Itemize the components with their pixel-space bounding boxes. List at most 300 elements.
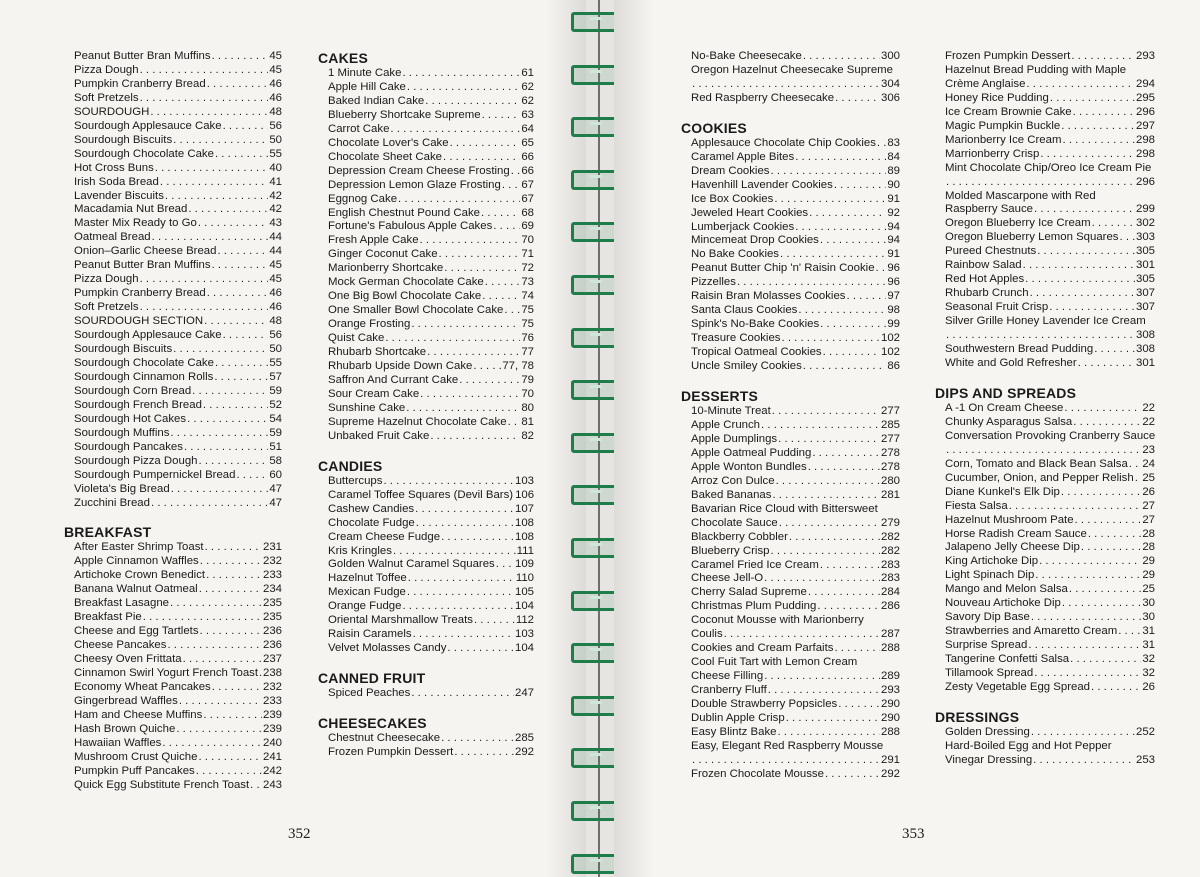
index-entry-page: 48 <box>269 105 282 118</box>
dot-leader <box>761 419 880 433</box>
dot-leader <box>496 558 514 572</box>
index-entry-page: 67 <box>521 178 534 191</box>
index-entry-title: Violeta's Big Bread <box>74 482 170 495</box>
index-entry <box>328 732 534 746</box>
dot-leader <box>820 559 880 573</box>
index-entry <box>74 723 282 737</box>
dot-leader <box>764 670 880 684</box>
index-entry-title: Apple Cinnamon Waffles <box>74 555 199 568</box>
index-entry <box>74 639 282 653</box>
index-entry-page: 56 <box>269 119 282 132</box>
index-entry-page: 26 <box>1142 485 1155 498</box>
index-entry <box>691 433 900 447</box>
dot-leader <box>1094 343 1135 357</box>
index-entry <box>74 413 282 427</box>
index-entry-page: 52 <box>269 398 282 411</box>
index-entry-page: 29 <box>1142 555 1155 568</box>
dot-leader <box>152 231 269 245</box>
index-entry-page: 237 <box>262 653 282 666</box>
index-entry-title: Unbaked Fruit Cake <box>328 429 430 442</box>
index-entry-title: Red Hot Apples <box>945 273 1025 286</box>
index-entry <box>74 681 282 695</box>
dot-leader <box>206 569 262 583</box>
index-entry-title: Ginger Coconut Cake <box>328 248 438 261</box>
index-entry <box>328 151 534 165</box>
index-entry-page: 60 <box>269 468 282 481</box>
index-entry-page: 26 <box>1142 680 1155 693</box>
index-entry-page: 94 <box>887 234 900 247</box>
dot-leader <box>140 92 269 106</box>
dot-leader <box>834 642 880 656</box>
dot-leader <box>192 385 268 399</box>
index-entry <box>74 399 282 413</box>
dot-leader <box>198 751 262 765</box>
index-entry-title: Treasure Cookies <box>691 332 781 345</box>
index-entry <box>691 332 900 346</box>
index-entry <box>691 684 900 698</box>
index-entry <box>945 472 1155 486</box>
dot-leader <box>1009 500 1142 514</box>
dot-leader <box>454 746 514 760</box>
index-entry <box>945 343 1155 357</box>
dot-leader <box>383 475 514 489</box>
index-entry <box>328 67 534 81</box>
dot-leader <box>817 600 880 614</box>
index-entry-title: Bavarian Rice Cloud with Bittersweet <box>691 502 878 515</box>
index-section-canned-fruit <box>318 670 534 701</box>
index-entry-page: 247 <box>514 687 534 700</box>
index-entry <box>74 92 282 106</box>
index-entry-title: Frozen Pumpkin Dessert <box>328 746 454 759</box>
dot-leader <box>1023 259 1135 273</box>
index-entry-title: Apple Crunch <box>691 418 761 431</box>
dot-leader <box>820 234 886 248</box>
index-entry <box>328 642 534 656</box>
index-entry <box>328 109 534 123</box>
index-entry <box>74 385 282 399</box>
index-entry-title: Peanut Butter Bran Muffins <box>74 50 211 62</box>
index-entry <box>691 179 900 193</box>
index-entry-title: Mexican Fudge <box>328 586 406 599</box>
dot-leader <box>1026 78 1135 92</box>
index-entry-page: 102 <box>880 332 900 345</box>
index-entry-title: Magic Pumpkin Buckle <box>945 119 1061 132</box>
index-entry-page: 292 <box>514 746 534 759</box>
dot-leader <box>196 765 262 779</box>
index-entry-page: 82 <box>521 429 534 442</box>
index-entry-page: 44 <box>269 245 282 258</box>
index-entry <box>328 628 534 642</box>
dot-leader <box>420 234 521 248</box>
dot-leader <box>724 628 880 642</box>
dot-leader <box>1073 106 1135 120</box>
index-entry-page: 240 <box>262 736 282 749</box>
dot-leader <box>809 207 886 221</box>
dot-leader <box>1035 569 1141 583</box>
index-entry-page: 69 <box>521 220 534 233</box>
index-entry-page: 28 <box>1142 541 1155 554</box>
index-entry <box>74 555 282 569</box>
index-entry <box>691 461 900 475</box>
index-entry-title: Sourdough Biscuits <box>74 133 173 146</box>
dot-leader <box>439 248 521 262</box>
dot-leader <box>184 441 268 455</box>
index-entry <box>691 290 900 304</box>
index-entry-page: 234 <box>262 583 282 596</box>
index-entry-page: 44 <box>269 231 282 244</box>
dot-leader <box>203 399 268 413</box>
index-entry-page: 236 <box>262 639 282 652</box>
dot-leader <box>1078 357 1135 371</box>
index-entry-title: Cookies and Cream Parfaits <box>691 642 834 655</box>
entry-list <box>318 475 534 656</box>
index-entry-title: Santa Claus Cookies <box>691 304 798 317</box>
index-entry <box>691 726 900 740</box>
dot-leader <box>200 555 262 569</box>
index-entry <box>691 768 900 782</box>
dot-leader <box>425 95 520 109</box>
index-entry-title: Carrot Cake <box>328 122 390 135</box>
index-entry <box>945 569 1155 583</box>
dot-leader <box>390 123 520 137</box>
index-entry-title: Nouveau Artichoke Dip <box>945 597 1061 610</box>
index-entry <box>74 148 282 162</box>
entry-list <box>64 50 282 510</box>
index-entry-title: Marionberry Shortcake <box>328 262 444 275</box>
index-entry-title: Hazelnut Bread Pudding with Maple <box>945 63 1127 76</box>
index-column-left-2 <box>318 50 534 760</box>
dot-leader <box>200 625 262 639</box>
index-entry-page: 22 <box>1142 401 1155 414</box>
dot-leader <box>493 220 520 234</box>
index-entry-title: Frozen Pumpkin Dessert <box>945 50 1071 62</box>
dot-leader <box>1040 148 1135 162</box>
dot-leader <box>502 179 520 193</box>
index-entry-page: 290 <box>880 698 900 711</box>
index-entry-title: Macadamia Nut Bread <box>74 203 188 216</box>
entry-list <box>935 402 1155 695</box>
index-entry-title: Apple Wonton Bundles <box>691 460 807 473</box>
index-entry <box>328 276 534 290</box>
index-entry-title: Coulis <box>691 628 723 641</box>
index-entry <box>328 416 534 430</box>
index-entry <box>74 120 282 134</box>
index-entry <box>945 486 1155 500</box>
entry-list <box>318 687 534 701</box>
dot-leader <box>771 165 887 179</box>
dot-leader <box>1061 486 1141 500</box>
index-entry <box>74 583 282 597</box>
index-entry-page: 64 <box>521 122 534 135</box>
index-entry <box>74 653 282 667</box>
index-entry-page: 28 <box>1142 527 1155 540</box>
index-entry-title: Quist Cake <box>328 332 385 345</box>
index-entry-page: 287 <box>880 628 900 641</box>
index-entry <box>691 50 900 64</box>
index-entry-page: 308 <box>1135 329 1155 342</box>
index-entry-page: 239 <box>262 708 282 721</box>
index-entry-title: Easy, Elegant Red Raspberry Mousse <box>691 739 884 752</box>
index-entry-title: 10-Minute Treat <box>691 405 771 418</box>
index-entry-title: Gingerbread Waffles <box>74 694 178 707</box>
dot-leader <box>171 483 269 497</box>
index-entry-title: Mushroom Crust Quiche <box>74 750 198 763</box>
index-entry-page: 45 <box>269 259 282 272</box>
index-entry-page: 307 <box>1135 287 1155 300</box>
index-entry-title: Mango and Melon Salsa <box>945 583 1068 596</box>
dot-leader <box>1030 287 1135 301</box>
index-section-continued <box>935 50 1155 371</box>
dot-leader <box>768 684 880 698</box>
index-entry-title: Pizza Dough <box>74 63 139 76</box>
index-entry-page: 79 <box>521 373 534 386</box>
index-entry-page: 289 <box>880 670 900 683</box>
index-entry-page: 46 <box>269 287 282 300</box>
index-entry <box>328 503 534 517</box>
dot-leader <box>808 586 880 600</box>
dot-leader <box>441 531 514 545</box>
index-entry-title: A -1 On Cream Cheese <box>945 401 1064 414</box>
index-entry-page: 72 <box>521 262 534 275</box>
index-entry <box>74 343 282 357</box>
index-entry <box>691 346 900 360</box>
spiral-ring <box>571 12 619 32</box>
dot-leader <box>198 217 269 231</box>
dot-leader <box>1037 245 1135 259</box>
spiral-ring <box>571 591 619 611</box>
index-entry-title: Kris Kringles <box>328 544 392 557</box>
index-entry-title: Baked Indian Cake <box>328 94 425 107</box>
index-entry-page: 74 <box>521 290 534 303</box>
dot-leader <box>1050 92 1135 106</box>
index-entry <box>691 628 900 642</box>
index-entry <box>74 245 282 259</box>
index-entry-page: 27 <box>1142 499 1155 512</box>
index-entry-title: Sourdough Corn Bread <box>74 384 192 397</box>
index-entry <box>328 304 534 318</box>
index-entry-title: Peanut Butter Chip 'n' Raisin Cookie <box>691 262 875 275</box>
index-entry-page: 108 <box>514 530 534 543</box>
index-entry <box>945 329 1155 343</box>
index-entry-page: 83 <box>887 136 900 149</box>
index-column-left-1 <box>64 50 282 793</box>
spiral-ring <box>571 380 619 400</box>
index-entry <box>691 531 900 545</box>
index-entry <box>74 78 282 92</box>
index-entry-title: Lavender Biscuits <box>74 189 164 202</box>
index-entry <box>328 332 534 346</box>
index-entry-title: Peanut Butter Bran Muffins <box>74 259 211 272</box>
index-entry <box>74 176 282 190</box>
index-entry-title: Sourdough Chocolate Cake <box>74 147 214 160</box>
dot-leader <box>179 695 262 709</box>
index-entry <box>945 667 1155 681</box>
index-entry-title: Cheese Filling <box>691 670 764 683</box>
index-entry-title: No Bake Cookies <box>691 248 780 261</box>
index-entry-title: Hard-Boiled Egg and Hot Pepper <box>945 739 1112 752</box>
index-entry-page: 31 <box>1142 639 1155 652</box>
dot-leader <box>1069 583 1141 597</box>
index-entry-title: Marionberry Ice Cream <box>945 133 1062 146</box>
index-entry-title: Surprise Spread <box>945 639 1028 652</box>
index-entry-title: Sourdough Pizza Dough <box>74 454 198 467</box>
index-entry-page: 278 <box>880 446 900 459</box>
index-entry <box>328 517 534 531</box>
index-entry-page: 306 <box>880 91 900 104</box>
dot-leader <box>474 614 515 628</box>
index-entry <box>328 346 534 360</box>
dot-leader <box>408 572 515 586</box>
index-entry <box>945 653 1155 667</box>
dot-leader <box>1071 50 1135 64</box>
dot-leader <box>838 698 880 712</box>
index-entry-title: Spink's No-Bake Cookies <box>691 318 820 331</box>
index-entry-page: 104 <box>514 600 534 613</box>
dot-leader <box>205 541 262 555</box>
index-entry-page: 303 <box>1135 231 1155 244</box>
index-entry <box>691 419 900 433</box>
index-entry-page: 304 <box>880 77 900 90</box>
index-entry <box>74 483 282 497</box>
dot-leader <box>1031 611 1141 625</box>
index-entry <box>691 207 900 221</box>
index-entry <box>945 217 1155 231</box>
index-entry-title: Chocolate Lover's Cake <box>328 136 449 149</box>
index-entry-page: 75 <box>521 304 534 317</box>
dot-leader <box>420 388 520 402</box>
index-entry-page: 109 <box>514 558 534 571</box>
dot-leader <box>946 176 1135 190</box>
index-entry <box>945 597 1155 611</box>
index-entry-page: 103 <box>514 474 534 487</box>
index-entry <box>945 726 1155 740</box>
index-entry <box>328 489 534 503</box>
index-entry-title: Coconut Mousse with Marionberry <box>691 614 864 627</box>
index-entry-title: Velvet Molasses Candy <box>328 642 447 655</box>
index-entry-title: Golden Dressing <box>945 725 1030 738</box>
index-entry-title: Chestnut Cheesecake <box>328 732 441 745</box>
index-entry-title: One Smaller Bowl Chocolate Cake <box>328 304 504 317</box>
spiral-ring <box>571 854 619 874</box>
index-entry-page: 70 <box>521 234 534 247</box>
index-entry-title: Silver Grille Honey Lavender Ice Cream <box>945 315 1146 328</box>
index-entry-title: Eggnog Cake <box>328 192 398 205</box>
index-entry-title: Uncle Smiley Cookies <box>691 360 802 373</box>
index-entry-title: Raspberry Sauce <box>945 203 1034 216</box>
index-entry <box>691 193 900 207</box>
index-entry-title: Pumpkin Puff Pancakes <box>74 764 195 777</box>
index-entry <box>328 402 534 416</box>
index-entry-title: Breakfast Pie <box>74 611 142 624</box>
index-entry-title: Apple Hill Cake <box>328 80 406 93</box>
spiral-ring <box>571 328 619 348</box>
index-entry-page: 301 <box>1135 356 1155 369</box>
index-entry <box>945 402 1155 416</box>
index-entry-title: Pumpkin Cranberry Bread <box>74 287 206 300</box>
index-entry-page: 235 <box>262 597 282 610</box>
dot-leader <box>173 134 268 148</box>
index-entry-title: Apple Oatmeal Pudding <box>691 446 812 459</box>
section-heading: BREAKFAST <box>64 524 152 541</box>
left-page <box>0 0 586 877</box>
index-entry <box>328 545 534 559</box>
index-entry-page: 236 <box>262 625 282 638</box>
dot-leader <box>427 346 520 360</box>
index-section-breakfast <box>64 524 282 792</box>
index-entry-page: 96 <box>887 262 900 275</box>
index-entry <box>74 611 282 625</box>
index-entry-title: Rhubarb Upside Down Cake <box>328 360 473 373</box>
index-entry-title: SOURDOUGH <box>74 105 150 118</box>
index-entry-title: Apple Dumplings <box>691 432 778 445</box>
index-entry-title: Caramel Toffee Squares (Devil Bars) <box>328 488 514 501</box>
dot-leader <box>482 290 520 304</box>
index-entry-title: Cheese and Egg Tartlets <box>74 625 199 638</box>
index-entry-title: White and Gold Refresher <box>945 356 1077 369</box>
index-entry <box>328 137 534 151</box>
dot-leader <box>212 50 269 64</box>
index-entry <box>74 469 282 483</box>
index-entry-title: Dream Cookies <box>691 164 770 177</box>
index-entry <box>691 447 900 461</box>
spiral-ring <box>571 117 619 137</box>
index-entry-title: Jalapeno Jelly Cheese Dip <box>945 541 1080 554</box>
dot-leader <box>776 475 880 489</box>
index-entry-title: Orange Frosting <box>328 318 411 331</box>
index-entry-page: 252 <box>1135 725 1155 738</box>
index-entry-page: 233 <box>262 694 282 707</box>
index-entry <box>74 751 282 765</box>
index-entry <box>945 754 1155 768</box>
dot-leader <box>402 600 514 614</box>
dot-leader <box>812 447 880 461</box>
index-entry-page: 243 <box>262 778 282 791</box>
index-entry-page: 41 <box>269 175 282 188</box>
index-entry <box>691 712 900 726</box>
index-entry-title: Mock German Chocolate Cake <box>328 276 484 289</box>
dot-leader <box>820 318 886 332</box>
index-entry-page: 284 <box>880 586 900 599</box>
index-entry <box>74 569 282 583</box>
index-entry-page: 285 <box>880 418 900 431</box>
dot-leader <box>212 681 262 695</box>
index-entry-title: Applesauce Chocolate Chip Cookies <box>691 136 876 149</box>
index-entry-page: 288 <box>880 642 900 655</box>
dot-leader <box>803 360 887 374</box>
index-entry-page: 48 <box>269 315 282 328</box>
section-heading: DIPS AND SPREADS <box>935 384 1077 401</box>
index-entry <box>74 455 282 469</box>
index-entry-page: 106 <box>515 488 535 501</box>
dot-leader <box>1033 754 1135 768</box>
entry-list <box>318 732 534 760</box>
index-entry-page: 32 <box>1142 653 1155 666</box>
dot-leader <box>140 64 269 78</box>
dot-leader <box>385 332 520 346</box>
dot-leader <box>143 611 262 625</box>
index-entry <box>691 586 900 600</box>
index-entry <box>945 231 1155 245</box>
index-entry-title: Rhubarb Shortcake <box>328 346 427 359</box>
index-entry-page: 73 <box>521 276 534 289</box>
index-entry <box>328 248 534 262</box>
index-entry-page: 30 <box>1142 597 1155 610</box>
index-entry-page: 233 <box>262 569 282 582</box>
index-entry <box>328 81 534 95</box>
index-section-dips-and-spreads <box>935 385 1155 695</box>
index-entry-title: Corn, Tomato and Black Bean Salsa <box>945 457 1128 470</box>
dot-leader <box>215 357 268 371</box>
